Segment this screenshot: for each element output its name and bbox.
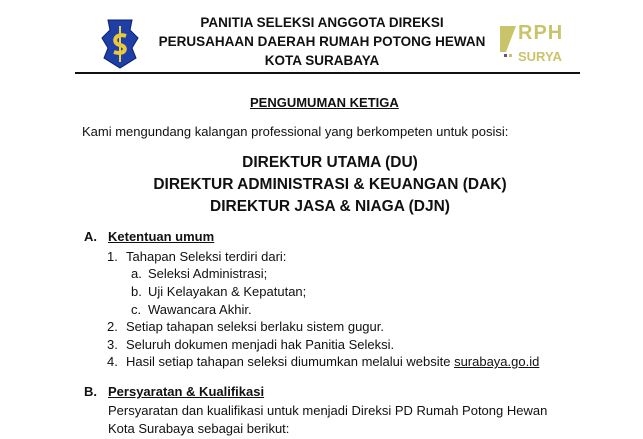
- item-number: 2.: [107, 319, 118, 334]
- list-item: Seluruh dokumen menjadi hak Panitia Seleksi.: [126, 337, 395, 352]
- sub-list-item: Seleksi Administrasi;: [148, 266, 268, 281]
- sub-list-item: Wawancara Akhir.: [148, 302, 252, 317]
- subitem-letter: b.: [131, 284, 142, 299]
- intro-text: Kami mengundang kalangan professional yang berkompeten untuk posisi:: [82, 124, 509, 139]
- list-item: Tahapan Seleksi terdiri dari:: [126, 249, 287, 264]
- logo-text-surya: SURYA: [518, 49, 562, 64]
- section-b-line-1: Persyaratan dan kualifikasi untuk menjadi Direksi PD Rumah Potong Hewan: [108, 403, 548, 418]
- header-line-1: PANITIA SELEKSI ANGGOTA DIREKSI: [200, 15, 444, 30]
- header-line-2: PERUSAHAAN DAERAH RUMAH POTONG HEWAN: [158, 34, 486, 49]
- position-3: DIREKTUR JASA & NIAGA (DJN): [210, 198, 450, 215]
- rph-surya-logo: [500, 22, 566, 68]
- list-item: Hasil setiap tahapan seleksi diumumkan melalui website: [126, 354, 455, 369]
- section-b-title: Persyaratan & Kualifikasi: [108, 384, 265, 399]
- subitem-letter: c.: [131, 302, 142, 317]
- item-number: 4.: [107, 354, 118, 369]
- header-line-3: KOTA SURABAYA: [264, 53, 380, 68]
- logo-text-rph: RPH: [518, 22, 564, 44]
- position-2: DIREKTUR ADMINISTRASI & KEUANGAN (DAK): [153, 176, 507, 193]
- sub-list-item: Uji Kelayakan & Kepatutan;: [148, 284, 307, 299]
- section-b-marker: B.: [84, 384, 97, 399]
- subitem-letter: a.: [131, 266, 142, 281]
- position-1: DIREKTUR UTAMA (DU): [242, 154, 418, 171]
- section-a-marker: A.: [84, 229, 97, 244]
- surabaya-emblem-logo: [100, 18, 140, 70]
- website-link[interactable]: surabaya.go.id: [454, 354, 540, 369]
- section-b-line-2: Kota Surabaya sebagai berikut:: [108, 421, 290, 436]
- announcement-heading: PENGUMUMAN KETIGA: [250, 95, 399, 110]
- item-number: 3.: [107, 337, 118, 352]
- item-number: 1.: [107, 249, 118, 264]
- header-divider: [75, 72, 580, 74]
- list-item: Setiap tahapan seleksi berlaku sistem gugur.: [126, 319, 384, 334]
- section-a-title: Ketentuan umum: [108, 229, 215, 244]
